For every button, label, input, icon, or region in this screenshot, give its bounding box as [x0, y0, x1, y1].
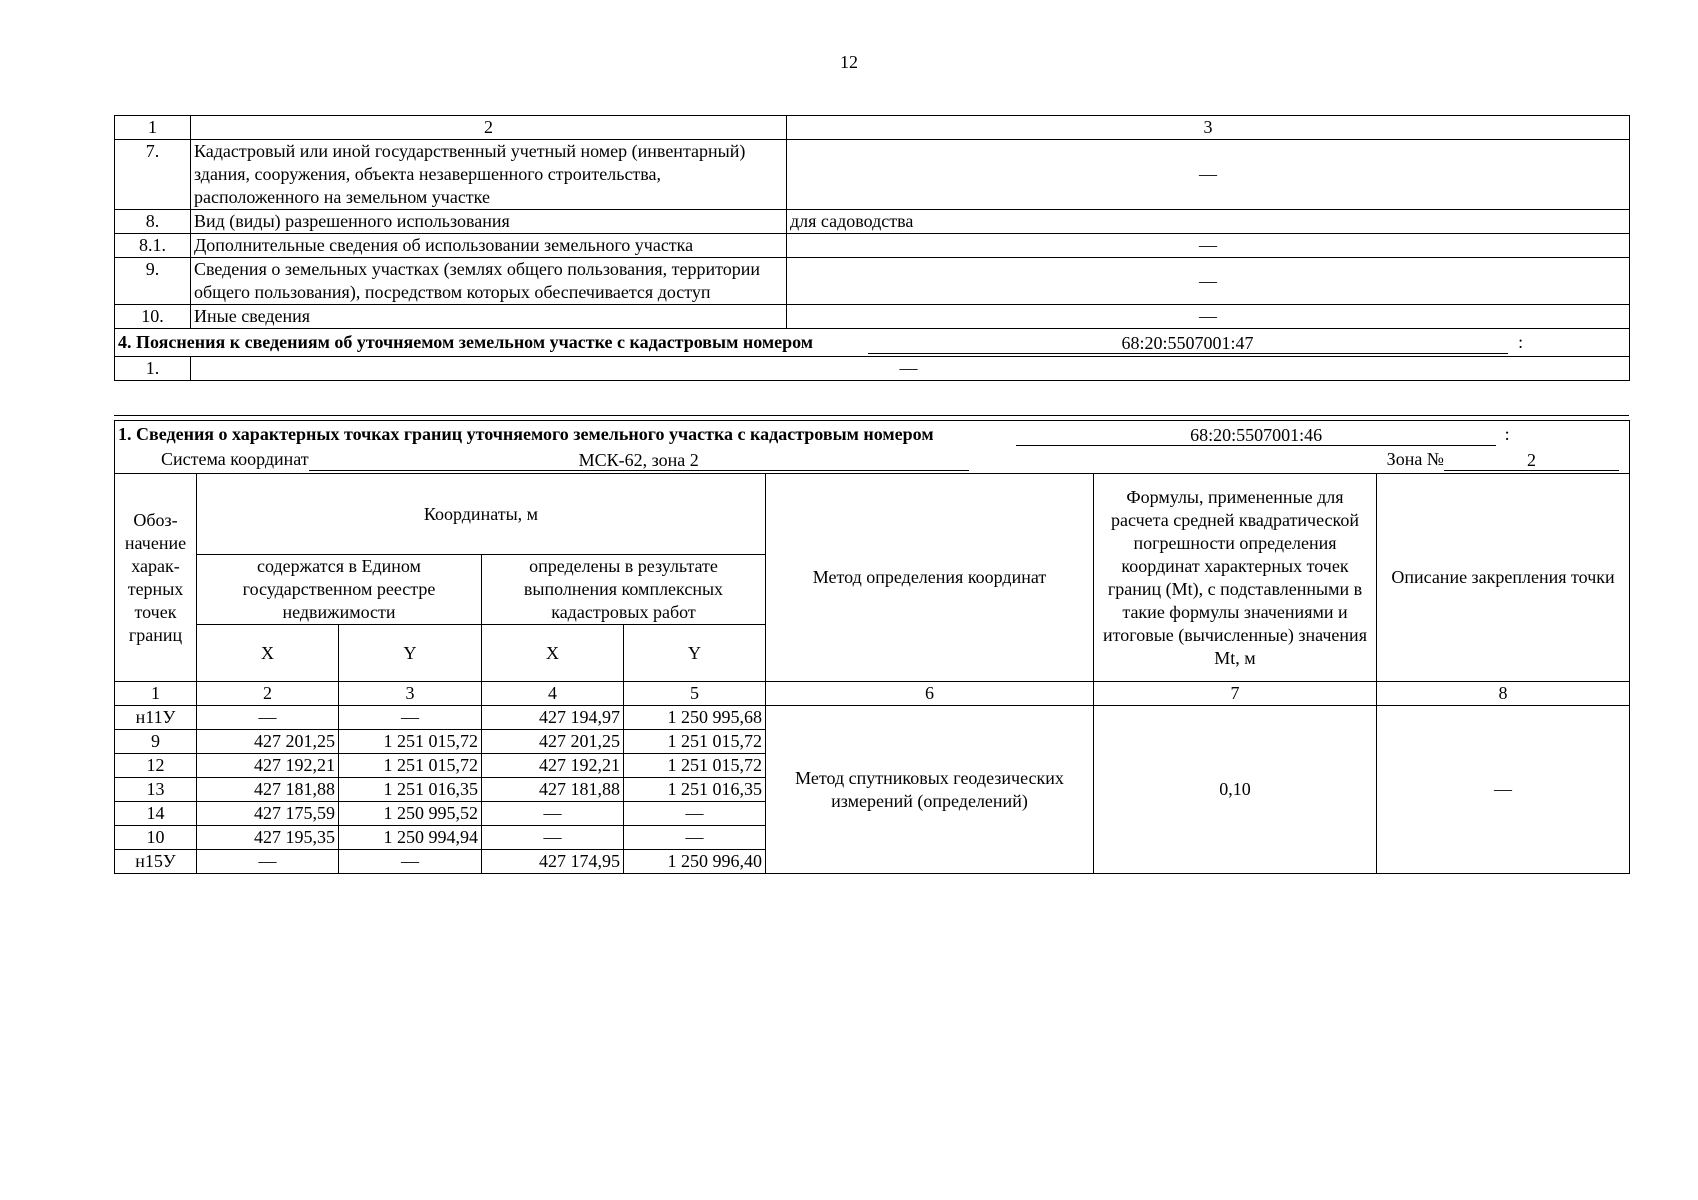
x-kkr: 427 201,25	[482, 730, 624, 754]
col-number-5: 5	[624, 682, 766, 706]
table-row	[115, 258, 1630, 305]
x-kkr: 427 192,21	[482, 754, 624, 778]
table-row	[115, 305, 1630, 329]
y-kkr: —	[624, 802, 766, 826]
header-x-egrn: X	[197, 625, 339, 682]
x-egrn: —	[197, 850, 339, 874]
row-number: 9.	[115, 258, 191, 305]
row-number: 1.	[115, 357, 191, 381]
col-number-2: 2	[191, 116, 787, 140]
row-value: для садоводства	[787, 210, 1630, 234]
header-method: Метод определения координат	[766, 474, 1094, 682]
y-kkr: 1 251 015,72	[624, 730, 766, 754]
section-1-title: 1. Сведения о характерных точках границ уточняемого земельного участка с кадастровым номером	[118, 424, 934, 444]
x-kkr: —	[482, 802, 624, 826]
table-row	[115, 210, 1630, 234]
table-row	[115, 706, 1630, 730]
point-designation: 13	[115, 778, 197, 802]
row-number: 8.	[115, 210, 191, 234]
row-label: Дополнительные сведения об использовании земельного участка	[191, 234, 787, 258]
x-egrn: 427 192,21	[197, 754, 339, 778]
row-label: Иные сведения	[191, 305, 787, 329]
row-value: —	[787, 234, 1630, 258]
x-egrn: 427 195,35	[197, 826, 339, 850]
description-value: —	[1377, 706, 1630, 874]
x-egrn: 427 181,88	[197, 778, 339, 802]
row-number: 8.1.	[115, 234, 191, 258]
y-egrn: 1 250 994,94	[339, 826, 482, 850]
col-number-2: 2	[197, 682, 339, 706]
x-kkr: 427 174,95	[482, 850, 624, 874]
header-designation: Обоз- начение харак- терных точек границ	[115, 474, 197, 682]
col-number-3: 3	[787, 116, 1630, 140]
col-number-7: 7	[1094, 682, 1377, 706]
header-kkr: определены в результате выполнения комплексных кадастровых работ	[482, 555, 766, 625]
section-1-title-row	[115, 421, 1630, 449]
coordinate-system-label: Система координат	[161, 449, 309, 469]
y-kkr: 1 250 995,68	[624, 706, 766, 730]
table-row	[115, 140, 1630, 210]
zone-label: Зона №	[1386, 449, 1444, 469]
x-kkr: 427 181,88	[482, 778, 624, 802]
header-egrn: содержатся в Едином государственном реестре недвижимости	[197, 555, 482, 625]
row-label: Кадастровый или иной государственный учетный номер (инвентарный) здания, сооружения, объекта незавершенного строительства, расположенного на земельном участке	[191, 140, 787, 210]
section-4-row	[115, 357, 1630, 381]
mt-value: 0,10	[1094, 706, 1377, 874]
parcel-info-table	[114, 115, 1630, 381]
y-kkr: 1 251 016,35	[624, 778, 766, 802]
header-description: Описание закрепления точки	[1377, 474, 1630, 682]
col-number-3: 3	[339, 682, 482, 706]
page-number: 12	[840, 52, 858, 72]
row-value: —	[787, 140, 1630, 210]
x-egrn: —	[197, 706, 339, 730]
x-kkr: 427 194,97	[482, 706, 624, 730]
y-egrn: 1 251 015,72	[339, 754, 482, 778]
col-number-1: 1	[115, 682, 197, 706]
y-egrn: —	[339, 850, 482, 874]
row-value: —	[191, 357, 1630, 381]
row-number: 10.	[115, 305, 191, 329]
y-kkr: 1 250 996,40	[624, 850, 766, 874]
section-divider	[114, 415, 1629, 416]
row-value: —	[787, 258, 1630, 305]
col-number-8: 8	[1377, 682, 1630, 706]
section-4-cadastral-number: 68:20:5507001:47	[868, 333, 1508, 354]
section-1-cadastral-number: 68:20:5507001:46	[1016, 425, 1496, 446]
column-numbers-row	[115, 682, 1630, 706]
header-row-1	[115, 474, 1630, 555]
point-designation: 10	[115, 826, 197, 850]
y-kkr: —	[624, 826, 766, 850]
section-4-title: 4. Пояснения к сведениям об уточняемом земельном участке с кадастровым номером	[118, 332, 814, 352]
header-formulas: Формулы, примененные для расчета средней квадратической погрешности определения координат характерных точек границ (Mt), с подставленными в такие формулы значениями и итоговые (вычисленные) значения Mt, м	[1094, 474, 1377, 682]
zone-value: 2	[1444, 450, 1619, 471]
y-egrn: —	[339, 706, 482, 730]
section-1-colon: :	[1504, 424, 1510, 444]
col-number-4: 4	[482, 682, 624, 706]
point-designation: 12	[115, 754, 197, 778]
table-header-row	[115, 116, 1630, 140]
header-coordinates: Координаты, м	[197, 474, 766, 555]
row-value: —	[787, 305, 1630, 329]
y-egrn: 1 250 995,52	[339, 802, 482, 826]
coordinate-system-value: МСК-62, зона 2	[309, 450, 969, 471]
section-4-title-row	[115, 329, 1630, 357]
x-egrn: 427 201,25	[197, 730, 339, 754]
table-row	[115, 234, 1630, 258]
section-4-colon: :	[1518, 332, 1524, 352]
row-number: 7.	[115, 140, 191, 210]
x-kkr: —	[482, 826, 624, 850]
point-designation: 14	[115, 802, 197, 826]
header-y-kkr: Y	[624, 625, 766, 682]
row-label: Сведения о земельных участках (землях общего пользования, территории общего пользования), посредством которых обеспечивается доступ	[191, 258, 787, 305]
row-label: Вид (виды) разрешенного использования	[191, 210, 787, 234]
y-egrn: 1 251 015,72	[339, 730, 482, 754]
coordinate-system-row	[115, 448, 1630, 474]
point-designation: 9	[115, 730, 197, 754]
col-number-6: 6	[766, 682, 1094, 706]
header-y-egrn: Y	[339, 625, 482, 682]
y-egrn: 1 251 016,35	[339, 778, 482, 802]
col-number-1: 1	[115, 116, 191, 140]
x-egrn: 427 175,59	[197, 802, 339, 826]
point-designation: н11У	[115, 706, 197, 730]
boundary-points-table	[114, 420, 1630, 874]
point-designation: н15У	[115, 850, 197, 874]
header-x-kkr: X	[482, 625, 624, 682]
y-kkr: 1 251 015,72	[624, 754, 766, 778]
method-value: Метод спутниковых геодезических измерений (определений)	[766, 706, 1094, 874]
